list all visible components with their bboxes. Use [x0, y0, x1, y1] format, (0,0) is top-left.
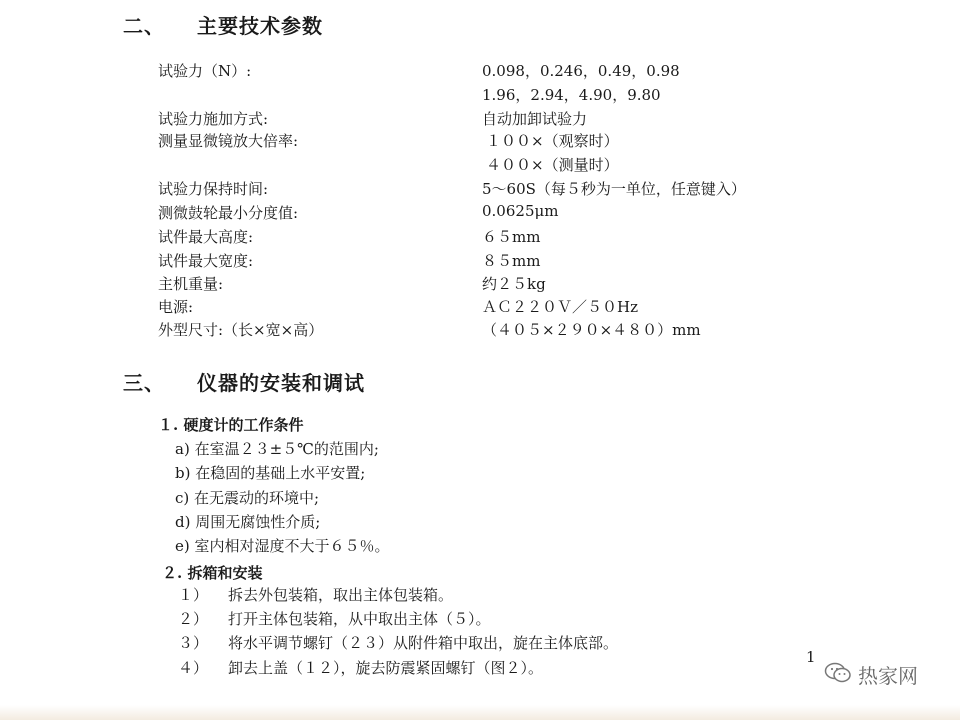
step-text: 卸去上盖（１２），旋去防震紧固螺钉（图２）。 — [228, 659, 544, 677]
step-text: 将水平调节螺钉（２３）从附件箱中取出，旋在主体底部。 — [228, 634, 619, 652]
page-bottom-edge — [0, 705, 960, 720]
subsection-1-title: １. 硬度计的工作条件 — [158, 416, 304, 434]
param-label: 测微鼓轮最小分度值: — [158, 204, 299, 222]
param-value: ６５mm — [482, 228, 541, 246]
param-value: 0.0625μm — [482, 202, 559, 220]
param-value: 自动加卸试验力 — [482, 110, 588, 128]
param-label: 外型尺寸:（长×宽×高） — [158, 321, 324, 339]
param-value: ＡＣ２２０Ｖ／５０Hz — [482, 298, 638, 316]
param-label: 试件最大宽度: — [158, 252, 254, 270]
param-label: 试件最大高度: — [158, 228, 254, 246]
section-3-title: 仪器的安装和调试 — [197, 371, 365, 395]
param-value: 1.96，2.94，4.90，9.80 — [482, 86, 661, 104]
param-value: ８５mm — [482, 252, 541, 270]
page-number: 1 — [806, 648, 816, 666]
step-number: ２） — [178, 610, 209, 628]
step-number: １） — [178, 586, 209, 604]
step-text: 拆去外包装箱，取出主体包装箱。 — [228, 586, 454, 604]
step-number: ４） — [178, 659, 209, 677]
param-label: 主机重量: — [158, 275, 224, 293]
subsection-2-title: ２. 拆箱和安装 — [162, 564, 263, 582]
section-3-number: 三、 — [123, 371, 165, 395]
step-text: 打开主体包装箱，从中取出主体（５）。 — [228, 610, 491, 628]
section-2-title: 主要技术参数 — [197, 14, 323, 38]
param-label: 测量显微镜放大倍率: — [158, 132, 299, 150]
watermark — [824, 660, 918, 689]
condition-item: d) 周围无腐蚀性介质; — [175, 513, 321, 531]
condition-item: e) 室内相对湿度不大于６５％。 — [175, 537, 390, 555]
param-value: 约２５kg — [482, 275, 546, 293]
param-value: 5～60S（每５秒为一单位，任意键入） — [482, 180, 746, 198]
condition-item: a) 在室温２３±５℃的范围内; — [175, 440, 379, 458]
condition-item: c) 在无震动的环境中; — [175, 489, 320, 507]
param-value: （４０５×２９０×４８０）mm — [482, 321, 701, 339]
param-value: 0.098，0.246，0.49，0.98 — [482, 62, 680, 80]
param-label: 试验力（N）: — [158, 62, 252, 80]
param-label: 试验力施加方式: — [158, 110, 269, 128]
param-label: 试验力保持时间: — [158, 180, 269, 198]
param-value: １００×（观察时） — [486, 132, 619, 150]
watermark-text: 热家网 — [858, 664, 918, 688]
param-value: ４００×（测量时） — [486, 156, 619, 174]
wechat-logo-icon — [824, 661, 852, 689]
condition-item: b) 在稳固的基础上水平安置; — [175, 464, 366, 482]
section-2-number: 二、 — [123, 14, 165, 38]
step-number: ３） — [178, 634, 209, 652]
param-label: 电源: — [158, 298, 194, 316]
